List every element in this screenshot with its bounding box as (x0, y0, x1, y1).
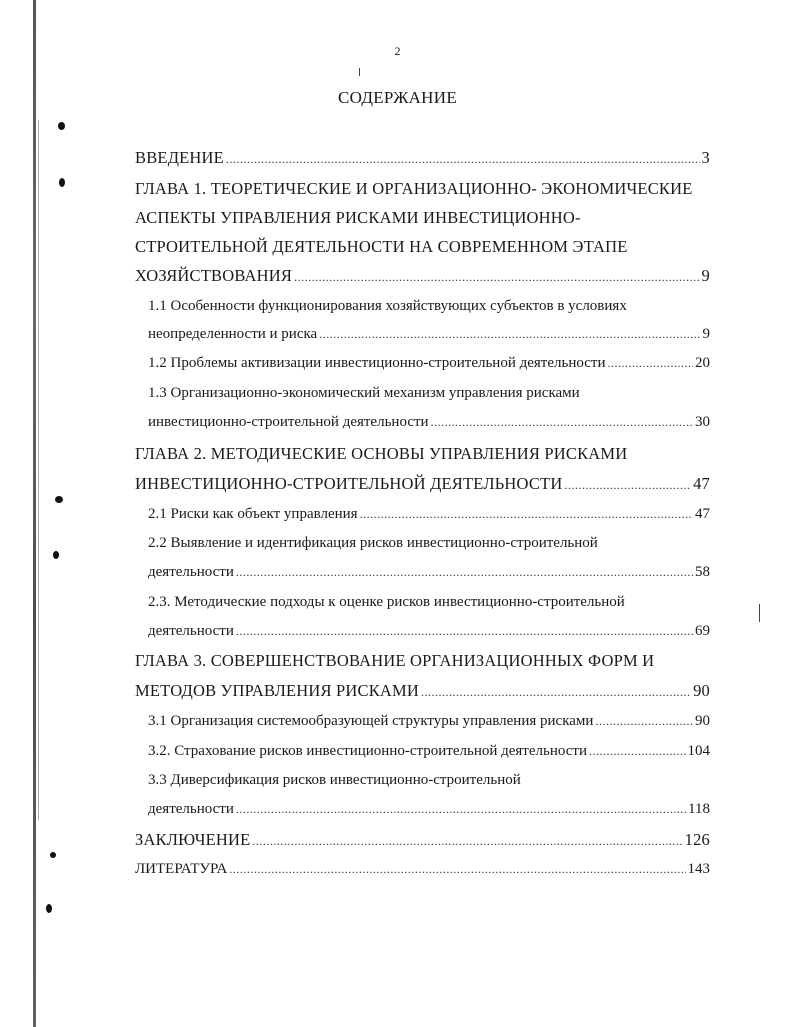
toc-chapter1-line: СТРОИТЕЛЬНОЙ ДЕЯТЕЛЬНОСТИ НА СОВРЕМЕННОМ ЭТАПЕ (135, 237, 628, 256)
toc-entry-section-3-1 (148, 713, 710, 730)
toc-leader-dots (564, 478, 691, 493)
toc-entry-chapter1 (135, 266, 710, 286)
toc-page-number: 47 (693, 474, 710, 493)
toc-entry-literature (135, 861, 710, 878)
toc-entry-label: 3.2. Страхование рисков инвестиционно-строительной деятельности (148, 743, 587, 759)
toc-page-number: 143 (687, 861, 710, 877)
toc-leader-dots (607, 356, 693, 371)
toc-chapter1-line: АСПЕКТЫ УПРАВЛЕНИЯ РИСКАМИ ИНВЕСТИЦИОННО- (135, 208, 581, 227)
toc-leader-dots (431, 415, 693, 430)
toc-entry-section-3-2 (148, 743, 710, 760)
toc-entry-intro (135, 148, 710, 168)
toc-entry-label: деятельности (148, 564, 234, 580)
toc-leader-dots (229, 862, 685, 877)
toc-section-2-3-line: 2.3. Методические подходы к оценке рисков инвестиционно-строительной (148, 594, 625, 610)
toc-page-number: 9 (702, 326, 710, 342)
toc-page-number: 90 (693, 681, 710, 700)
toc-page-number: 3 (701, 148, 710, 167)
toc-leader-dots (360, 507, 693, 522)
toc-entry-label: ИНВЕСТИЦИОННО-СТРОИТЕЛЬНОЙ ДЕЯТЕЛЬНОСТИ (135, 474, 563, 493)
toc-section-1-1-line: 1.1 Особенности функционирования хозяйствующих субъектов в условиях (148, 298, 627, 314)
toc-entry-label: ЛИТЕРАТУРА (135, 861, 228, 877)
toc-chapter2-line: ГЛАВА 2. МЕТОДИЧЕСКИЕ ОСНОВЫ УПРАВЛЕНИЯ РИСКАМИ (135, 444, 628, 463)
toc-page-number: 30 (695, 414, 710, 430)
toc-leader-dots (236, 565, 693, 580)
toc-section-2-2-line: 2.2 Выявление и идентификация рисков инвестиционно-строительной (148, 535, 598, 551)
toc-leader-dots (252, 834, 682, 849)
toc-entry-label: ЗАКЛЮЧЕНИЕ (135, 830, 251, 849)
toc-page-number: 90 (695, 713, 710, 729)
toc-leader-dots (236, 802, 686, 817)
toc-entry-label: 3.1 Организация системообразующей структуры управления рисками (148, 713, 594, 729)
toc-chapter3-line: ГЛАВА 3. СОВЕРШЕНСТВОВАНИЕ ОРГАНИЗАЦИОННЫХ ФОРМ И (135, 651, 655, 670)
toc-page-number: 104 (687, 743, 710, 759)
toc-page-number: 69 (695, 623, 710, 639)
toc-entry-label: ВВЕДЕНИЕ (135, 148, 224, 167)
toc-entry-label: неопределенности и риска (148, 326, 318, 342)
toc-entry-label: ХОЗЯЙСТВОВАНИЯ (135, 266, 293, 285)
page-number: 2 (394, 44, 401, 58)
toc-entry-label: МЕТОДОВ УПРАВЛЕНИЯ РИСКАМИ (135, 681, 419, 700)
toc-entry-label: 2.1 Риски как объект управления (148, 506, 358, 522)
toc-section-3-3-line: 3.3 Диверсификация рисков инвестиционно-строительной (148, 772, 521, 788)
toc-entry-section-1-1 (148, 326, 710, 343)
toc-page-number: 9 (701, 266, 710, 285)
toc-entry-chapter3 (135, 681, 710, 701)
toc-entry-section-1-3 (148, 414, 710, 431)
toc-section-1-3-line: 1.3 Организационно-экономический механизм управления рисками (148, 385, 580, 401)
toc-leader-dots (421, 685, 691, 700)
toc-entry-section-2-1 (148, 506, 710, 523)
toc-leader-dots (236, 624, 693, 639)
toc-chapter1-line: ГЛАВА 1. ТЕОРЕТИЧЕСКИЕ И ОРГАНИЗАЦИОННО- ЭКОНОМИЧЕСКИЕ (135, 179, 693, 198)
toc-page-number: 118 (688, 801, 710, 817)
toc-entry-section-2-3 (148, 623, 710, 640)
toc-entry-label: деятельности (148, 623, 234, 639)
toc-page-number: 58 (695, 564, 710, 580)
toc-entry-label: деятельности (148, 801, 234, 817)
toc-entry-section-2-2 (148, 564, 710, 581)
toc-entry-conclusion (135, 830, 710, 850)
toc-page-number: 47 (695, 506, 710, 522)
toc-page-number: 20 (695, 355, 710, 371)
toc-entry-section-3-3 (148, 801, 710, 818)
toc-entry-chapter2 (135, 474, 710, 494)
toc-leader-dots (589, 744, 686, 759)
toc-entry-label: инвестиционно-строительной деятельности (148, 414, 429, 430)
toc-entry-label: 1.2 Проблемы активизации инвестиционно-строительной деятельности (148, 355, 606, 371)
toc-entry-section-1-2 (148, 355, 710, 372)
toc-leader-dots (226, 152, 700, 167)
page-title: СОДЕРЖАНИЕ (337, 88, 458, 107)
toc-page-number: 126 (684, 830, 710, 849)
toc-leader-dots (595, 714, 693, 729)
toc-leader-dots (294, 270, 699, 285)
toc-leader-dots (319, 327, 700, 342)
